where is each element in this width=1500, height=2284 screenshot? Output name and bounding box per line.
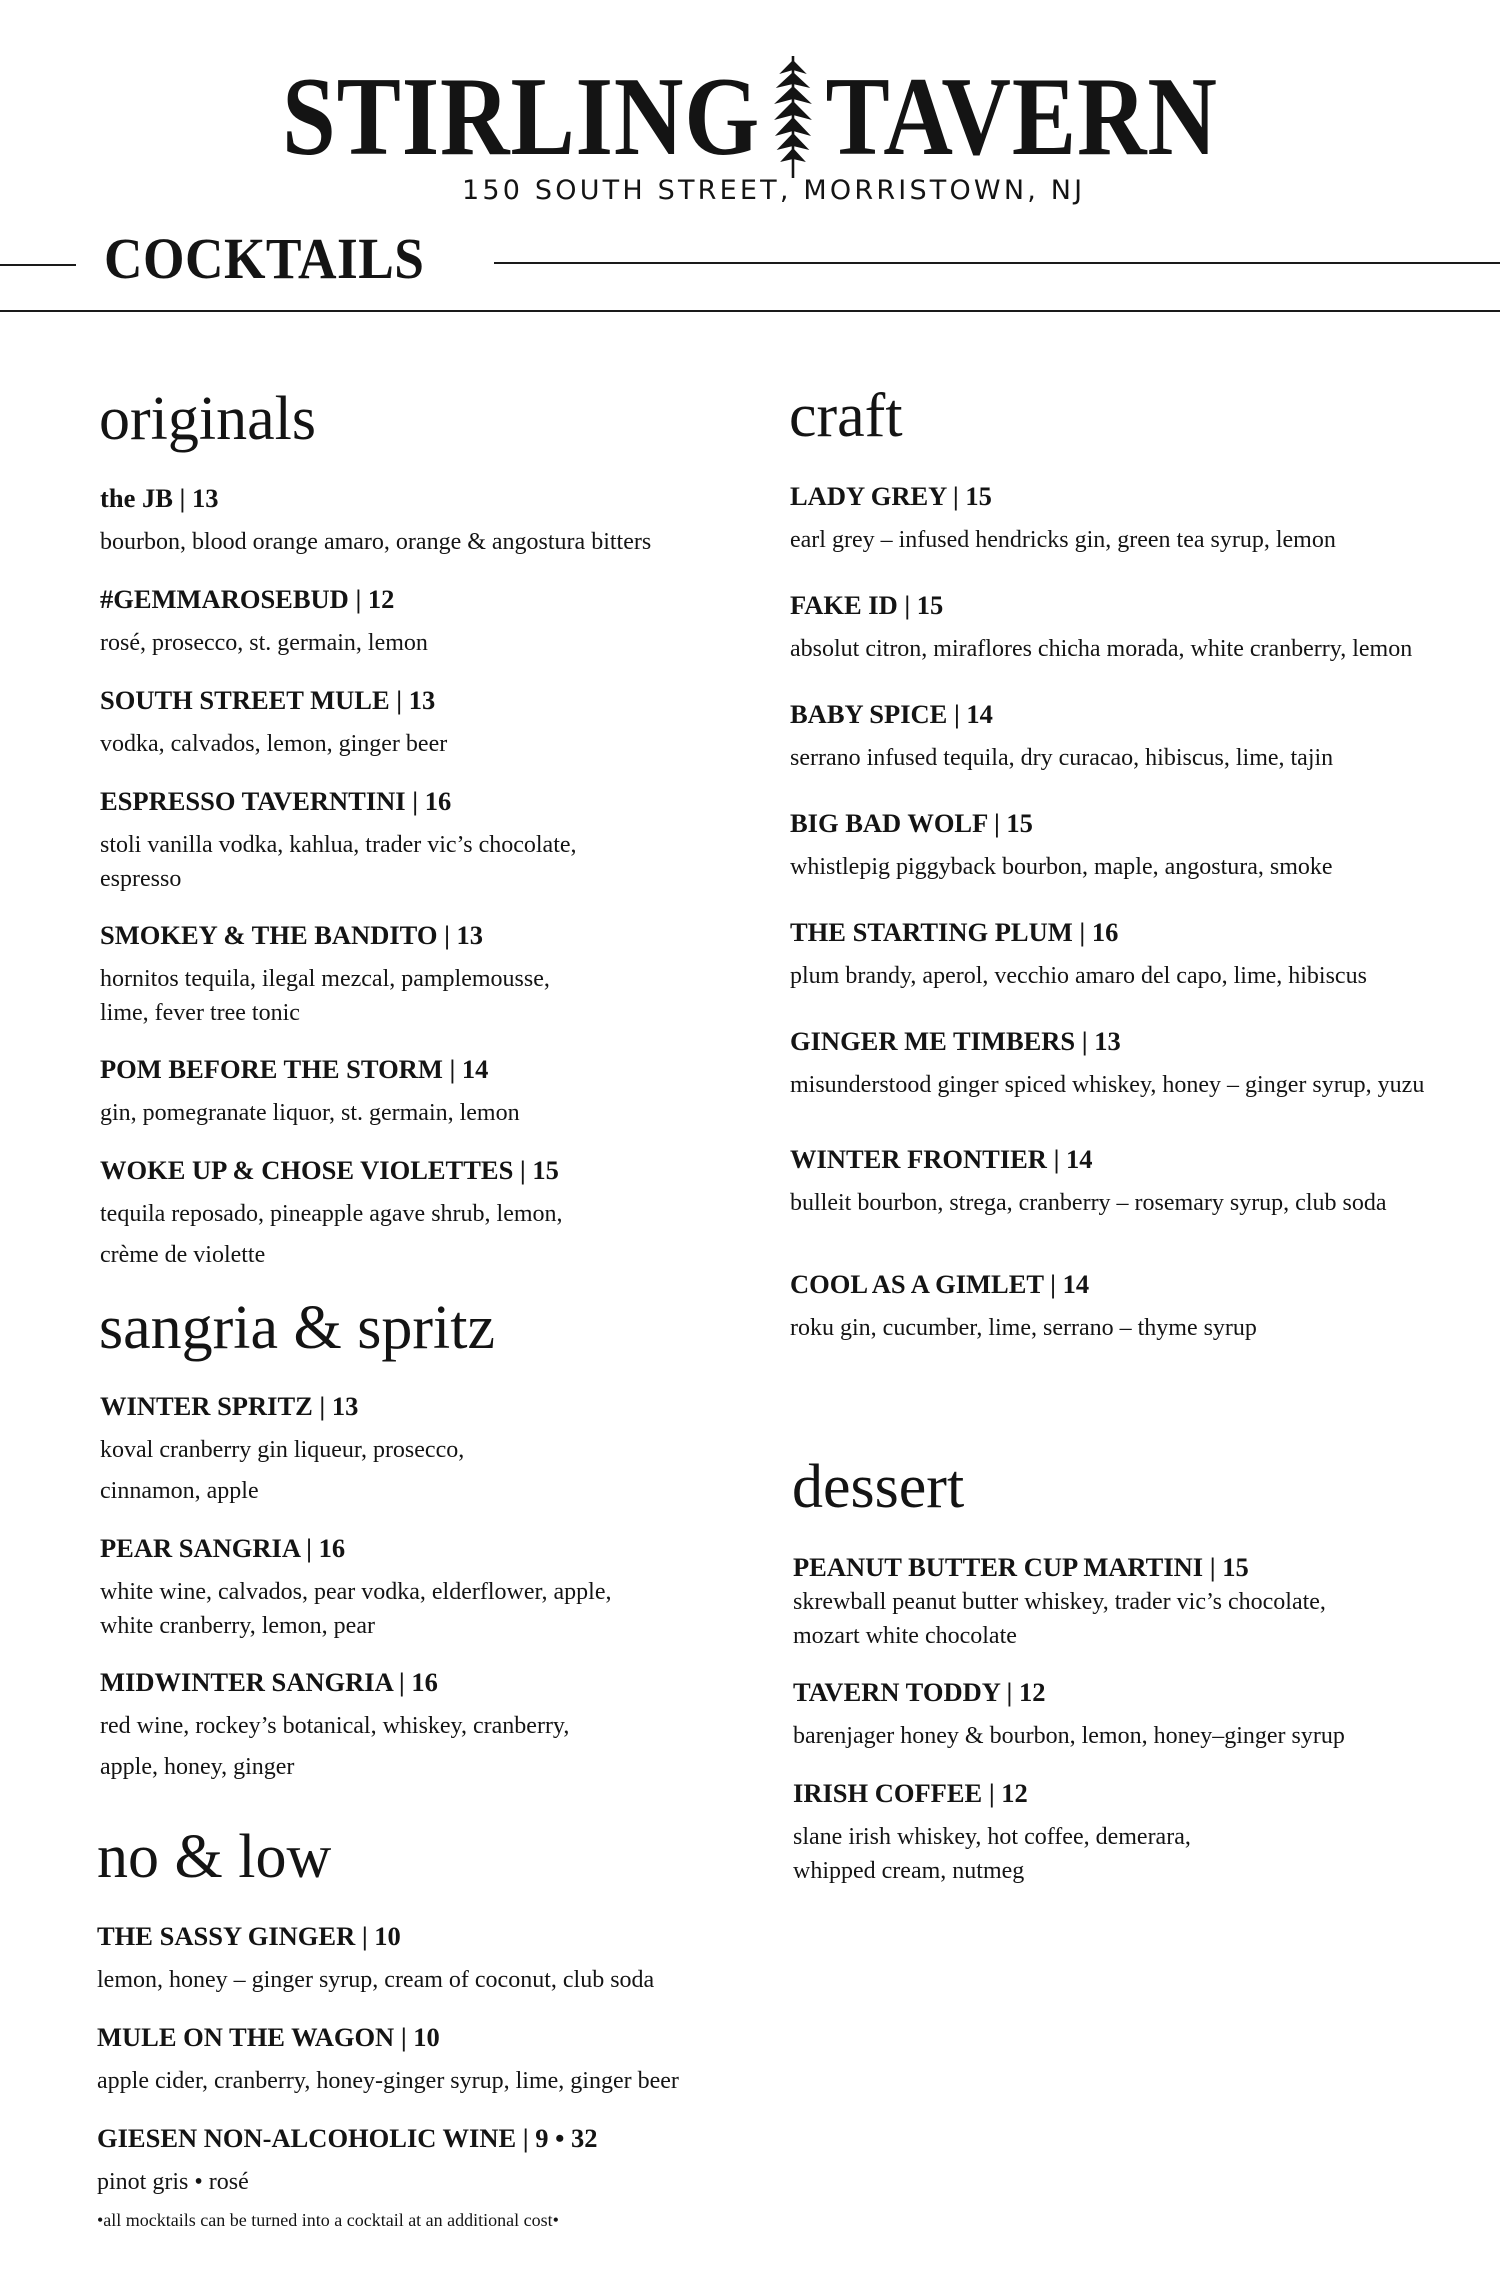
item-desc: misunderstood ginger spiced whiskey, honey – ginger syrup, yuzu xyxy=(790,1072,1425,1098)
item-desc: rosé, prosecco, st. germain, lemon xyxy=(100,630,428,656)
item-name: GINGER ME TIMBERS | 13 xyxy=(790,1026,1121,1056)
item-desc: apple, honey, ginger xyxy=(100,1754,295,1780)
item-desc: espresso xyxy=(100,866,182,892)
item-desc: barenjager honey & bourbon, lemon, honey–ginger syrup xyxy=(793,1723,1345,1749)
item-desc: bulleit bourbon, strega, cranberry – rosemary syrup, club soda xyxy=(790,1190,1387,1216)
divider-full xyxy=(0,310,1500,312)
item-desc: gin, pomegranate liquor, st. germain, lemon xyxy=(100,1100,520,1126)
item-name: THE SASSY GINGER | 10 xyxy=(97,1921,401,1951)
item-desc: lemon, honey – ginger syrup, cream of coconut, club soda xyxy=(97,1967,655,1993)
footnote: •all mocktails can be turned into a cocktail at an additional cost• xyxy=(97,2210,559,2230)
address: 150 SOUTH STREET, MORRISTOWN, NJ xyxy=(462,175,1086,206)
section-title-craft: craft xyxy=(789,382,903,450)
brand-name-left: STIRLING xyxy=(282,55,761,179)
item-name: MULE ON THE WAGON | 10 xyxy=(97,2022,440,2052)
item-desc: tequila reposado, pineapple agave shrub, lemon, xyxy=(100,1201,563,1227)
item-desc: pinot gris • rosé xyxy=(97,2169,249,2195)
item-name: FAKE ID | 15 xyxy=(790,590,944,620)
item-desc: apple cider, cranberry, honey-ginger syrup, lime, ginger beer xyxy=(97,2068,679,2094)
item-desc: whistlepig piggyback bourbon, maple, angostura, smoke xyxy=(790,854,1333,880)
divider-left xyxy=(0,264,76,266)
item-name: IRISH COFFEE | 12 xyxy=(793,1778,1028,1808)
item-desc: plum brandy, aperol, vecchio amaro del capo, lime, hibiscus xyxy=(790,963,1367,989)
item-name: SMOKEY & THE BANDITO | 13 xyxy=(100,920,484,950)
item-desc: white cranberry, lemon, pear xyxy=(100,1613,375,1639)
brand-name-right: TAVERN xyxy=(825,55,1218,179)
item-name: MIDWINTER SANGRIA | 16 xyxy=(100,1667,438,1697)
item-desc: vodka, calvados, lemon, ginger beer xyxy=(100,731,448,757)
item-desc: stoli vanilla vodka, kahlua, trader vic’s chocolate, xyxy=(100,832,577,858)
section-title-sangria: sangria & spritz xyxy=(99,1294,496,1362)
item-desc: hornitos tequila, ilegal mezcal, pamplemousse, xyxy=(100,966,550,992)
item-desc: serrano infused tequila, dry curacao, hibiscus, lime, tajin xyxy=(790,745,1334,771)
item-name: #GEMMAROSEBUD | 12 xyxy=(100,584,395,614)
item-name: GIESEN NON-ALCOHOLIC WINE | 9 • 32 xyxy=(97,2123,598,2153)
item-desc: red wine, rockey’s botanical, whiskey, cranberry, xyxy=(100,1713,570,1739)
item-name: ESPRESSO TAVERNTINI | 16 xyxy=(100,786,452,816)
page-title: COCKTAILS xyxy=(104,226,425,291)
item-desc: cinnamon, apple xyxy=(100,1478,259,1504)
section-title-nolow: no & low xyxy=(97,1823,332,1891)
brand-logo xyxy=(0,52,1500,182)
item-name: WOKE UP & CHOSE VIOLETTES | 15 xyxy=(100,1155,559,1185)
item-desc: mozart white chocolate xyxy=(793,1623,1017,1649)
divider-right xyxy=(494,262,1500,264)
item-name: COOL AS A GIMLET | 14 xyxy=(790,1269,1090,1299)
item-desc: earl grey – infused hendricks gin, green tea syrup, lemon xyxy=(790,527,1336,553)
item-desc: bourbon, blood orange amaro, orange & angostura bitters xyxy=(100,529,652,555)
item-desc: whipped cream, nutmeg xyxy=(793,1858,1025,1884)
item-name: POM BEFORE THE STORM | 14 xyxy=(100,1054,489,1084)
item-name: PEANUT BUTTER CUP MARTINI | 15 xyxy=(793,1552,1249,1582)
item-name: BIG BAD WOLF | 15 xyxy=(790,808,1033,838)
item-name: THE STARTING PLUM | 16 xyxy=(790,917,1119,947)
section-title-dessert: dessert xyxy=(792,1453,965,1521)
item-desc: white wine, calvados, pear vodka, elderflower, apple, xyxy=(100,1579,612,1605)
section-title-originals: originals xyxy=(99,385,316,453)
item-desc: absolut citron, miraflores chicha morada, white cranberry, lemon xyxy=(790,636,1413,662)
item-name: BABY SPICE | 14 xyxy=(790,699,993,729)
feather-icon xyxy=(767,52,819,182)
item-desc: slane irish whiskey, hot coffee, demerara, xyxy=(793,1824,1191,1850)
item-desc: lime, fever tree tonic xyxy=(100,1000,300,1026)
item-name: the JB | 13 xyxy=(100,483,219,513)
item-name: WINTER FRONTIER | 14 xyxy=(790,1144,1093,1174)
item-name: TAVERN TODDY | 12 xyxy=(793,1677,1046,1707)
item-desc: crème de violette xyxy=(100,1242,266,1268)
item-name: SOUTH STREET MULE | 13 xyxy=(100,685,436,715)
item-name: WINTER SPRITZ | 13 xyxy=(100,1391,359,1421)
item-desc: roku gin, cucumber, lime, serrano – thyme syrup xyxy=(790,1315,1257,1341)
item-name: PEAR SANGRIA | 16 xyxy=(100,1533,346,1563)
item-name: LADY GREY | 15 xyxy=(790,481,992,511)
item-desc: koval cranberry gin liqueur, prosecco, xyxy=(100,1437,465,1463)
item-desc: skrewball peanut butter whiskey, trader vic’s chocolate, xyxy=(793,1589,1326,1615)
